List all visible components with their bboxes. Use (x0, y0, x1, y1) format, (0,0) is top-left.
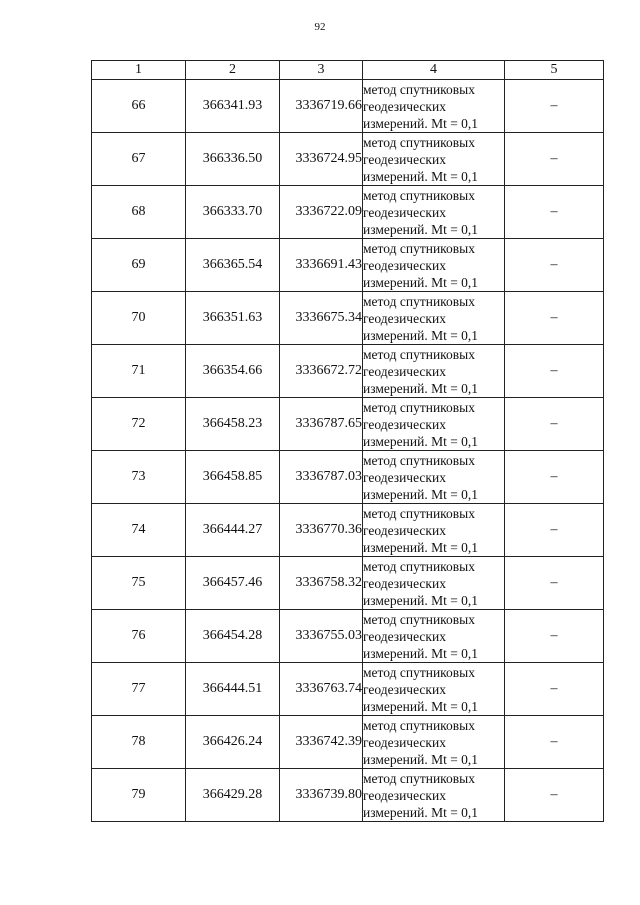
y-coordinate-cell: 3336758.32 (280, 557, 363, 610)
table-row (92, 504, 604, 557)
method-line: метод спутниковых (363, 505, 475, 521)
column-5-cell: – (505, 239, 604, 292)
column-header-3: 3 (280, 61, 363, 80)
page-number: 92 (314, 21, 326, 33)
method-line: метод спутниковых (363, 611, 475, 627)
method-line: измерений. Mt = 0,1 (363, 539, 479, 555)
x-coordinate-cell: 366458.85 (186, 451, 280, 504)
table-row (92, 716, 604, 769)
x-coordinate-cell: 366458.23 (186, 398, 280, 451)
column-5-cell: – (505, 292, 604, 345)
point-number-cell: 69 (92, 239, 186, 292)
column-5-cell: – (505, 186, 604, 239)
table-row (92, 663, 604, 716)
table-row (92, 239, 604, 292)
method-line: измерений. Mt = 0,1 (363, 380, 479, 396)
x-coordinate-cell: 366444.27 (186, 504, 280, 557)
method-cell (363, 451, 505, 504)
method-cell (363, 504, 505, 557)
column-5-cell: – (505, 769, 604, 822)
table-row (92, 610, 604, 663)
y-coordinate-cell: 3336722.09 (280, 186, 363, 239)
y-coordinate-cell: 3336739.80 (280, 769, 363, 822)
method-line: метод спутниковых (363, 558, 475, 574)
column-header-2: 2 (186, 61, 280, 80)
point-number-cell: 72 (92, 398, 186, 451)
method-line: геодезических (363, 416, 446, 432)
x-coordinate-cell: 366333.70 (186, 186, 280, 239)
x-coordinate-cell: 366354.66 (186, 345, 280, 398)
x-coordinate-cell: 366429.28 (186, 769, 280, 822)
method-line: измерений. Mt = 0,1 (363, 115, 479, 131)
table-row (92, 345, 604, 398)
method-line: геодезических (363, 522, 446, 538)
point-number-cell: 71 (92, 345, 186, 398)
point-number-cell: 70 (92, 292, 186, 345)
x-coordinate-cell: 366365.54 (186, 239, 280, 292)
y-coordinate-cell: 3336787.03 (280, 451, 363, 504)
y-coordinate-cell: 3336742.39 (280, 716, 363, 769)
method-line: геодезических (363, 469, 446, 485)
method-line: метод спутниковых (363, 293, 475, 309)
column-5-cell: – (505, 716, 604, 769)
method-cell (363, 663, 505, 716)
column-5-cell: – (505, 451, 604, 504)
method-cell (363, 80, 505, 133)
method-cell (363, 610, 505, 663)
method-line: измерений. Mt = 0,1 (363, 274, 479, 290)
table-row (92, 292, 604, 345)
method-line: метод спутниковых (363, 452, 475, 468)
method-line: геодезических (363, 98, 446, 114)
point-number-cell: 77 (92, 663, 186, 716)
x-coordinate-cell: 366454.28 (186, 610, 280, 663)
x-coordinate-cell: 366426.24 (186, 716, 280, 769)
method-cell (363, 557, 505, 610)
y-coordinate-cell: 3336755.03 (280, 610, 363, 663)
method-cell (363, 716, 505, 769)
method-line: метод спутниковых (363, 664, 475, 680)
table-row (92, 398, 604, 451)
method-line: геодезических (363, 734, 446, 750)
method-line: геодезических (363, 575, 446, 591)
table-row (92, 186, 604, 239)
method-line: геодезических (363, 628, 446, 644)
method-cell (363, 292, 505, 345)
method-line: измерений. Mt = 0,1 (363, 486, 479, 502)
x-coordinate-cell: 366341.93 (186, 80, 280, 133)
column-header-5: 5 (505, 61, 604, 80)
method-line: метод спутниковых (363, 717, 475, 733)
x-coordinate-cell: 366351.63 (186, 292, 280, 345)
table-row (92, 133, 604, 186)
column-5-cell: – (505, 345, 604, 398)
point-number-cell: 68 (92, 186, 186, 239)
method-cell (363, 345, 505, 398)
method-line: геодезических (363, 787, 446, 803)
table-header-row (92, 61, 604, 80)
method-line: измерений. Mt = 0,1 (363, 645, 479, 661)
y-coordinate-cell: 3336691.43 (280, 239, 363, 292)
method-cell (363, 769, 505, 822)
y-coordinate-cell: 3336787.65 (280, 398, 363, 451)
method-line: измерений. Mt = 0,1 (363, 221, 479, 237)
method-cell (363, 186, 505, 239)
method-line: метод спутниковых (363, 770, 475, 786)
point-number-cell: 67 (92, 133, 186, 186)
column-header-1: 1 (92, 61, 186, 80)
method-line: измерений. Mt = 0,1 (363, 804, 479, 820)
method-cell (363, 133, 505, 186)
method-line: метод спутниковых (363, 187, 475, 203)
method-line: геодезических (363, 681, 446, 697)
column-5-cell: – (505, 133, 604, 186)
table-row (92, 557, 604, 610)
x-coordinate-cell: 366457.46 (186, 557, 280, 610)
method-line: метод спутниковых (363, 346, 475, 362)
column-5-cell: – (505, 80, 604, 133)
y-coordinate-cell: 3336770.36 (280, 504, 363, 557)
y-coordinate-cell: 3336719.66 (280, 80, 363, 133)
y-coordinate-cell: 3336675.34 (280, 292, 363, 345)
table-row (92, 80, 604, 133)
y-coordinate-cell: 3336763.74 (280, 663, 363, 716)
method-cell (363, 239, 505, 292)
table-row (92, 769, 604, 822)
method-line: метод спутниковых (363, 81, 475, 97)
column-5-cell: – (505, 504, 604, 557)
method-cell (363, 398, 505, 451)
method-line: метод спутниковых (363, 134, 475, 150)
point-number-cell: 79 (92, 769, 186, 822)
column-5-cell: – (505, 557, 604, 610)
x-coordinate-cell: 366336.50 (186, 133, 280, 186)
method-line: геодезических (363, 204, 446, 220)
column-header-4: 4 (363, 61, 505, 80)
method-line: измерений. Mt = 0,1 (363, 168, 479, 184)
method-line: измерений. Mt = 0,1 (363, 327, 479, 343)
y-coordinate-cell: 3336724.95 (280, 133, 363, 186)
table-row (92, 451, 604, 504)
method-line: измерений. Mt = 0,1 (363, 698, 479, 714)
method-line: геодезических (363, 363, 446, 379)
method-line: геодезических (363, 310, 446, 326)
method-line: измерений. Mt = 0,1 (363, 592, 479, 608)
column-5-cell: – (505, 398, 604, 451)
point-number-cell: 66 (92, 80, 186, 133)
column-5-cell: – (505, 663, 604, 716)
point-number-cell: 74 (92, 504, 186, 557)
x-coordinate-cell: 366444.51 (186, 663, 280, 716)
y-coordinate-cell: 3336672.72 (280, 345, 363, 398)
method-line: метод спутниковых (363, 399, 475, 415)
point-number-cell: 78 (92, 716, 186, 769)
point-number-cell: 73 (92, 451, 186, 504)
point-number-cell: 76 (92, 610, 186, 663)
method-line: геодезических (363, 257, 446, 273)
method-line: геодезических (363, 151, 446, 167)
point-number-cell: 75 (92, 557, 186, 610)
column-5-cell: – (505, 610, 604, 663)
coordinates-table (91, 60, 604, 822)
method-line: метод спутниковых (363, 240, 475, 256)
method-line: измерений. Mt = 0,1 (363, 433, 479, 449)
method-line: измерений. Mt = 0,1 (363, 751, 479, 767)
table-body (92, 80, 604, 822)
